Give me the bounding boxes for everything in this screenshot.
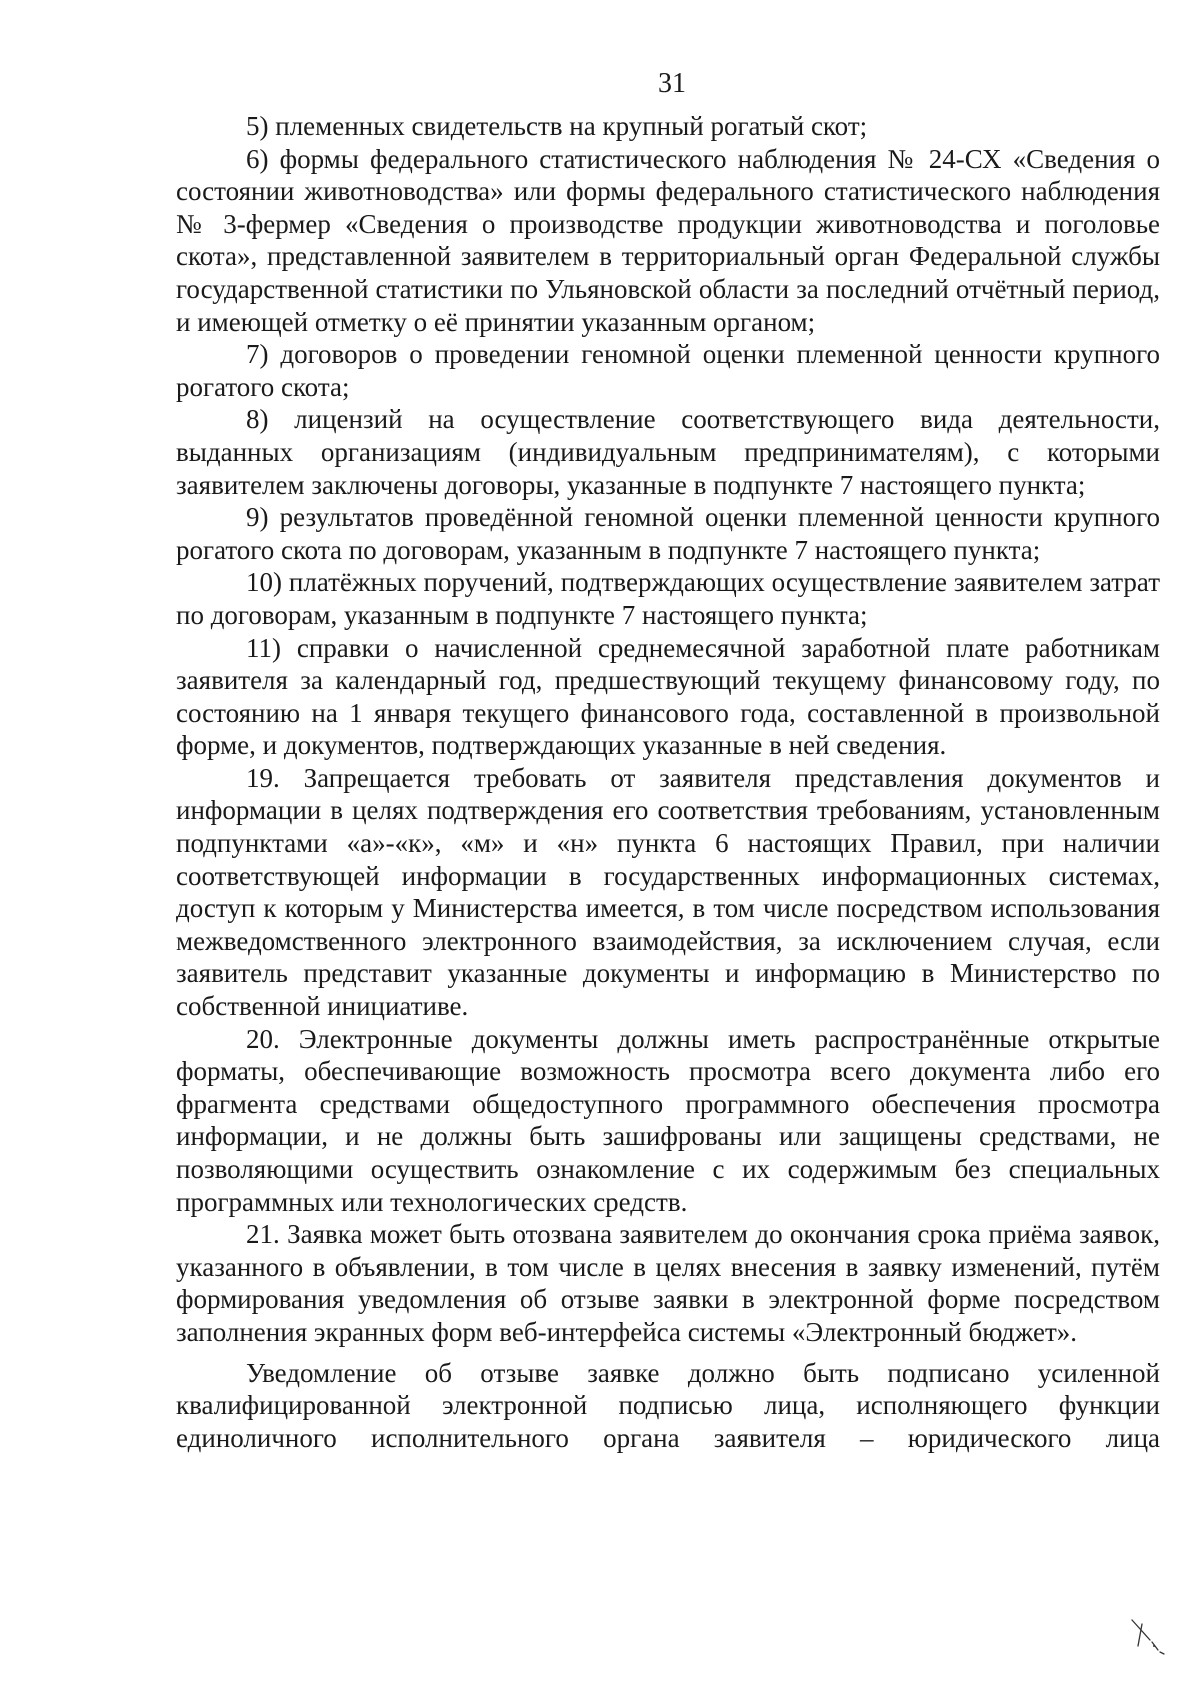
paragraph-21: 21. Заявка может быть отозвана заявителем до окончания срока приёма заявок, указанного в объявлении, в том числе в целях внесения в заявку изменений, путём формирования уведомления об отзыве заявки в электронной форме посредством заполнения экранных форм веб-интерфейса системы «Электронный бюджет».	[176, 1219, 1160, 1347]
paragraph-9: 9) результатов проведённой геномной оценки племенной ценности крупного рогатого скота по договорам, указанным в подпункте 7 настоящего пункта;	[176, 502, 1160, 565]
paragraph-8: 8) лицензий на осуществление соответствующего вида деятельности, выданных организациям (индивидуальным предпринимателям), с которыми заявителем заключены договоры, указанные в подпункте 7 настоящего пункта;	[176, 404, 1160, 500]
paragraph-5: 5) племенных свидетельств на крупный рогатый скот;	[246, 111, 868, 141]
page-number: 31	[658, 68, 686, 99]
paragraph-7: 7) договоров о проведении геномной оценки племенной ценности крупного рогатого скота;	[176, 339, 1160, 402]
paragraph-notice: Уведомление об отзыве заявке должно быть подписано усиленной квалифицированной электронной подписью лица, исполняющего функции единоличного исполнительного органа заявителя – юридического лица	[176, 1357, 1160, 1453]
paragraph-gap	[176, 1349, 1160, 1357]
paragraph-20: 20. Электронные документы должны иметь распространённые открытые форматы, обеспечивающие возможность просмотра всего документа либо его фрагмента средствами общедоступного программного обеспечения просмотра информации, и не должны быть зашифрованы или защищены средствами, не позволяющими осуществить ознакомление с их содержимым без специальных программных или технологических средств.	[176, 1023, 1160, 1217]
document-body	[176, 110, 1160, 1454]
paragraph-10: 10) платёжных поручений, подтверждающих осуществление заявителем затрат по договорам, указанным в подпункте 7 настоящего пункта;	[176, 567, 1160, 630]
paragraph-19: 19. Запрещается требовать от заявителя представления документов и информации в целях подтверждения его соответствия требованиям, установленным подпунктами «а»-«к», «м» и «н» пункта 6 настоящих Правил, при наличии соответствующей информации в государственных информационных системах, доступ к которым у Министерства имеется, в том числе посредством использования межведомственного электронного взаимодействия, за исключением случая, если заявитель представит указанные документы и информацию в Министерство по собственной инициативе.	[176, 762, 1160, 1022]
paragraph-6: 6) формы федерального статистического наблюдения № 24-СХ «Сведения о состоянии животноводства» или формы федерального статистического наблюдения № 3-фермер «Сведения о производстве продукции животноводства и поголовье скота», представленной заявителем в территориальный орган Федеральной службы государственной статистики по Ульяновской области за последний отчётный период, и имеющей отметку о её принятии указанным органом;	[176, 143, 1160, 337]
initials-mark-icon	[1128, 1616, 1168, 1656]
paragraph-11: 11) справки о начисленной среднемесячной заработной плате работникам заявителя за календарный год, предшествующий текущему финансовому году, по состоянию на 1 января текущего финансового года, составленной в произвольной форме, и документов, подтверждающих указанные в ней сведения.	[176, 632, 1160, 761]
